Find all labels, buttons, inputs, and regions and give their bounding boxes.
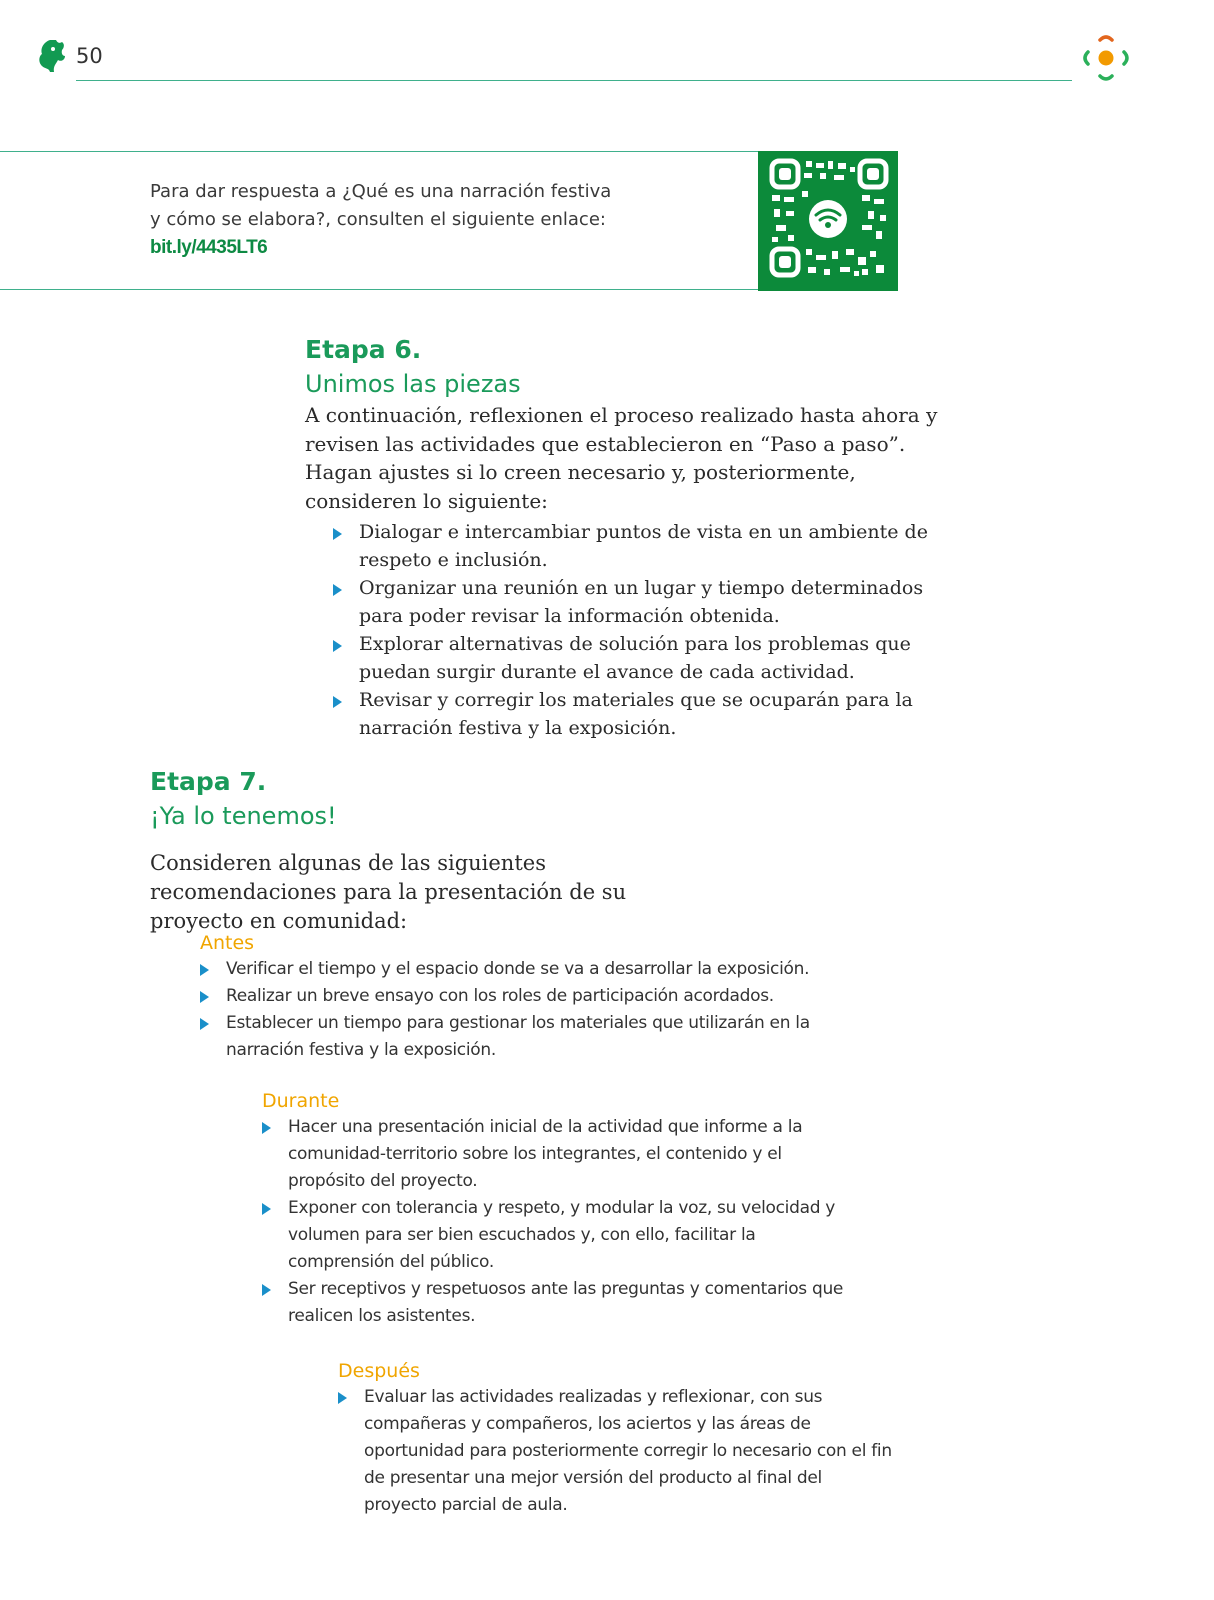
etapa7-number: Etapa 7.	[150, 767, 267, 796]
triangle-bullet-icon	[262, 1122, 271, 1134]
link-box-line1: Para dar respuesta a ¿Qué es una narración festiva	[150, 181, 612, 202]
etapa6-intro: A continuación, reflexionen el proceso realizado hasta ahora y revisen las actividades que establecieron en “Paso a paso”. Hagan ajustes si lo creen necesario y, posteriormente, consideren lo siguiente:	[305, 403, 938, 513]
durante-section	[262, 1088, 862, 1330]
triangle-bullet-icon	[333, 584, 342, 596]
etapa6-title: Unimos las piezas	[305, 370, 521, 398]
link-box-line2: y cómo se elabora?, consulten el siguiente enlace:	[150, 209, 606, 230]
list-item: Realizar un breve ensayo con los roles de participación acordados.	[200, 983, 810, 1010]
book-logo-icon	[36, 38, 68, 74]
list-item: Verificar el tiempo y el espacio donde se va a desarrollar la exposición.	[200, 956, 810, 983]
etapa6-section	[305, 333, 965, 742]
etapa7-section	[150, 765, 870, 936]
antes-section	[200, 930, 810, 1064]
despues-section	[338, 1358, 898, 1519]
list-item: Establecer un tiempo para gestionar los materiales que utilizarán en la narración festiva y la exposición.	[200, 1010, 810, 1064]
list-item: Revisar y corregir los materiales que se ocuparán para la narración festiva y la exposición.	[333, 686, 963, 742]
list-item: Evaluar las actividades realizadas y reflexionar, con sus compañeras y compañeros, los aciertos y las áreas de oportunidad para posteriormente corregir lo necesario con el fin de presentar una mejor versión del producto al final del proyecto parcial de aula.	[338, 1384, 898, 1519]
list-item: Hacer una presentación inicial de la actividad que informe a la comunidad-territorio sobre los integrantes, el contenido y el propósito del proyecto.	[262, 1114, 862, 1195]
triangle-bullet-icon	[200, 991, 209, 1003]
list-item: Dialogar e intercambiar puntos de vista en un ambiente de respeto e inclusión.	[333, 518, 963, 574]
durante-list	[262, 1114, 862, 1330]
page-number: 50	[76, 44, 103, 68]
triangle-bullet-icon	[333, 528, 342, 540]
header-rule	[76, 80, 1072, 81]
triangle-bullet-icon	[338, 1392, 347, 1404]
etapa6-list	[333, 518, 963, 742]
etapa7-intro: Consideren algunas de las siguientes recomendaciones para la presentación de su proyecto en comunidad:	[150, 851, 627, 933]
etapa6-number: Etapa 6.	[305, 335, 422, 364]
triangle-bullet-icon	[262, 1203, 271, 1215]
qr-code-icon[interactable]	[758, 151, 898, 291]
triangle-bullet-icon	[200, 1018, 209, 1030]
despues-heading: Después	[338, 1360, 420, 1382]
triangle-bullet-icon	[333, 640, 342, 652]
list-item: Exponer con tolerancia y respeto, y modular la voz, su velocidad y volumen para ser bien escuchados y, con ello, facilitar la comprensión del público.	[262, 1195, 862, 1276]
antes-list	[200, 956, 810, 1064]
antes-heading: Antes	[200, 932, 255, 954]
despues-list	[338, 1384, 898, 1519]
list-item: Explorar alternativas de solución para los problemas que puedan surgir durante el avance de cada actividad.	[333, 630, 963, 686]
list-item: Organizar una reunión en un lugar y tiempo determinados para poder revisar la información obtenida.	[333, 574, 963, 630]
link-box-text	[150, 178, 750, 262]
list-item: Ser receptivos y respetuosos ante las preguntas y comentarios que realicen los asistentes.	[262, 1276, 862, 1330]
durante-heading: Durante	[262, 1090, 340, 1112]
etapa7-title: ¡Ya lo tenemos!	[150, 802, 337, 830]
link-url[interactable]: bit.ly/4435LT6	[150, 237, 268, 258]
triangle-bullet-icon	[333, 696, 342, 708]
series-logo-icon	[1080, 32, 1132, 84]
triangle-bullet-icon	[200, 964, 209, 976]
triangle-bullet-icon	[262, 1284, 271, 1296]
